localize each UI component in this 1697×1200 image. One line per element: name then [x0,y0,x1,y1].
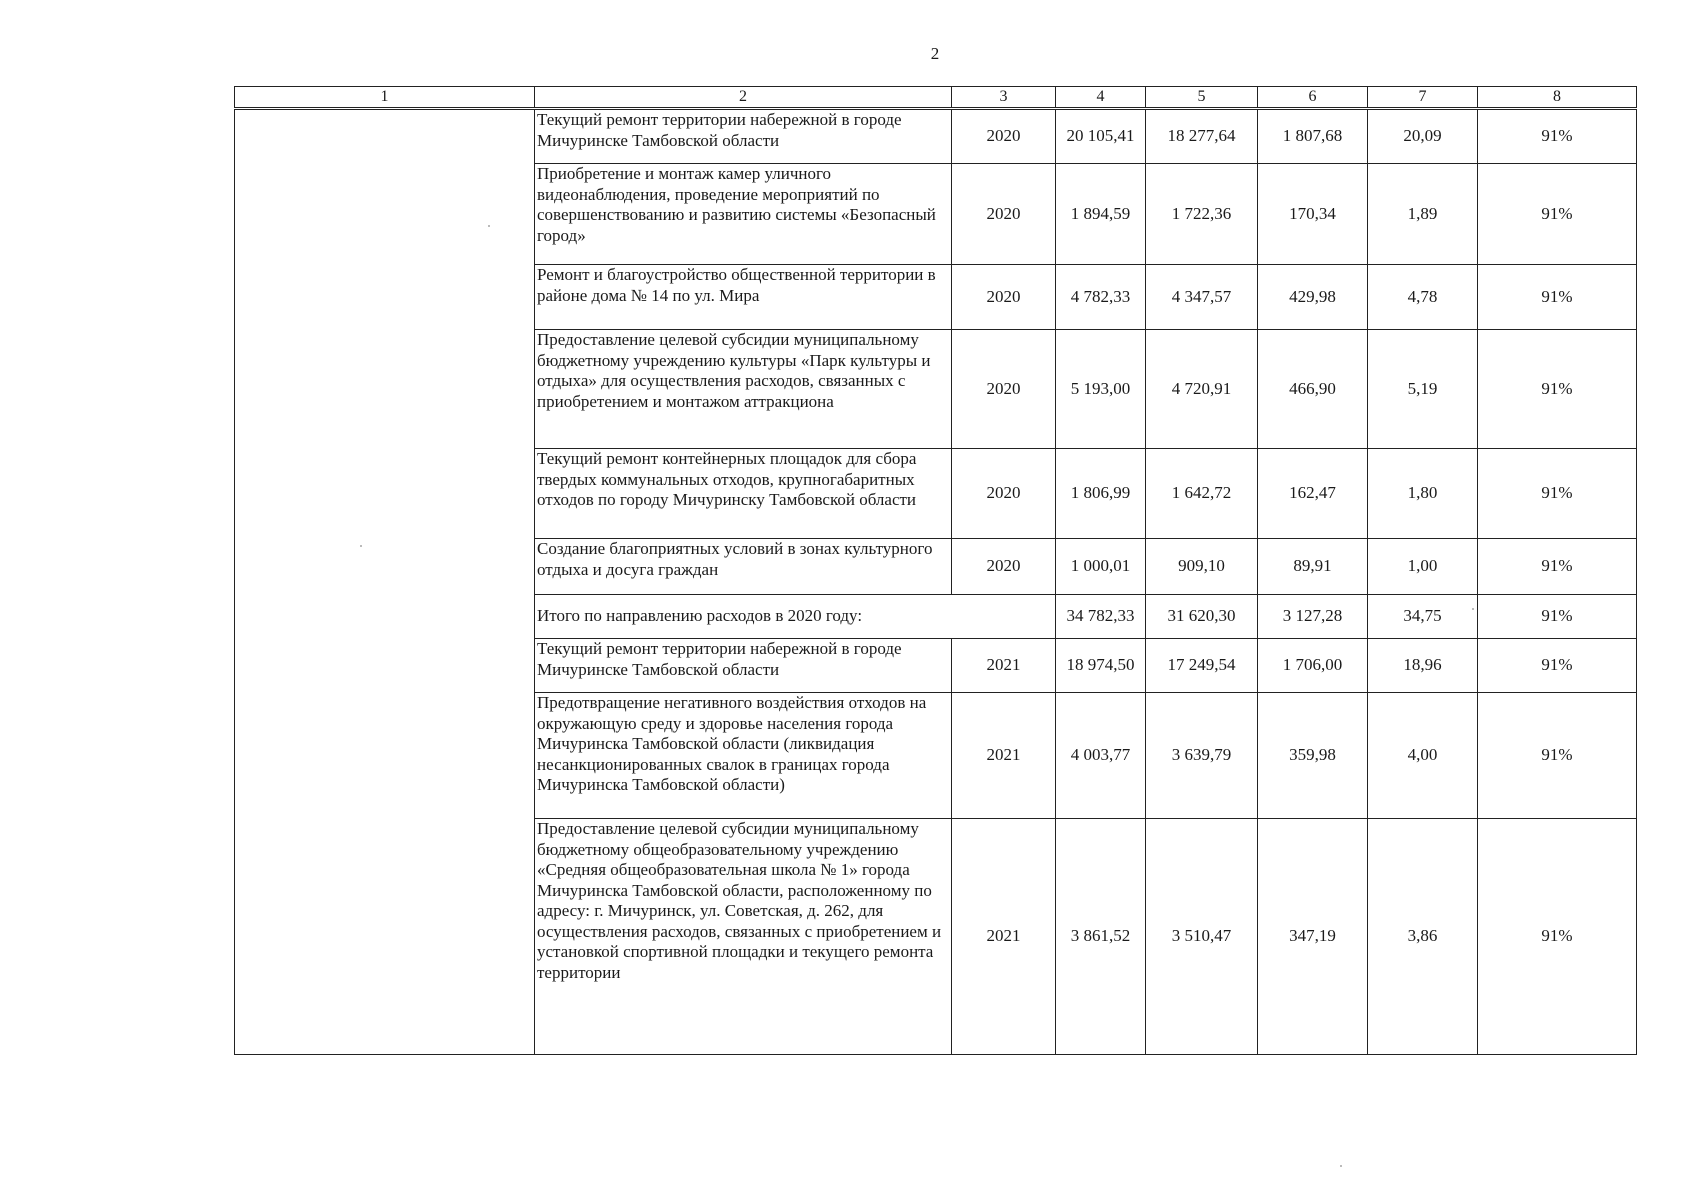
row-value-8: 91% [1478,693,1637,819]
row-year: 2020 [952,330,1056,449]
row-value-5: 909,10 [1146,539,1258,595]
scan-speck [360,545,362,547]
row-description: Создание благоприятных условий в зонах культурного отдыха и досуга граждан [535,539,952,595]
row-value-8: 91% [1478,109,1637,164]
row-value-6: 1 706,00 [1258,639,1368,693]
row-year: 2021 [952,639,1056,693]
scan-speck [488,225,490,227]
column-header: 6 [1258,87,1368,109]
row-description: Ремонт и благоустройство общественной территории в районе дома № 14 по ул. Мира [535,265,952,330]
row-value-6: 429,98 [1258,265,1368,330]
table-row [235,109,1637,164]
column-header: 2 [535,87,952,109]
column-header: 3 [952,87,1056,109]
row-value-7: 4,78 [1368,265,1478,330]
row-description: Текущий ремонт контейнерных площадок для сбора твердых коммунальных отходов, крупногабаритных отходов по городу Мичуринску Тамбовской области [535,449,952,539]
row-value-6: 170,34 [1258,164,1368,265]
row-value-7: 1,80 [1368,449,1478,539]
row-description: Предоставление целевой субсидии муниципальному бюджетному учреждению культуры «Парк культуры и отдыха» для осуществления расходов, связанных с приобретением и монтажом аттракциона [535,330,952,449]
row-value-5: 1 642,72 [1146,449,1258,539]
row-value-5: 17 249,54 [1146,639,1258,693]
scan-speck [1472,608,1474,610]
merged-empty-cell [235,109,535,1055]
row-year: 2020 [952,265,1056,330]
row-value-5: 3 510,47 [1146,819,1258,1055]
row-value-7: 1,00 [1368,539,1478,595]
row-value-6: 466,90 [1258,330,1368,449]
row-year: 2021 [952,693,1056,819]
row-value-7: 4,00 [1368,693,1478,819]
row-value-4: 20 105,41 [1056,109,1146,164]
column-header: 8 [1478,87,1637,109]
row-value-4: 5 193,00 [1056,330,1146,449]
row-year: 2020 [952,539,1056,595]
total-value-6: 3 127,28 [1258,595,1368,639]
row-value-8: 91% [1478,449,1637,539]
row-value-7: 3,86 [1368,819,1478,1055]
row-value-5: 3 639,79 [1146,693,1258,819]
row-value-4: 4 782,33 [1056,265,1146,330]
row-description: Текущий ремонт территории набережной в городе Мичуринске Тамбовской области [535,109,952,164]
row-value-7: 1,89 [1368,164,1478,265]
column-header: 1 [235,87,535,109]
row-value-6: 359,98 [1258,693,1368,819]
total-value-8: 91% [1478,595,1637,639]
page-number: 2 [930,44,940,63]
row-value-5: 4 347,57 [1146,265,1258,330]
row-value-4: 1 000,01 [1056,539,1146,595]
row-value-4: 3 861,52 [1056,819,1146,1055]
column-header: 5 [1146,87,1258,109]
row-description: Предоставление целевой субсидии муниципальному бюджетному общеобразовательному учреждению «Средняя общеобразовательная школа № 1» города Мичуринска Тамбовской области, расположенному по адресу: г. Мичуринск, ул. Советская, д. 262, для осуществления расходов, связанных с приобретением и установкой спортивной площадки и текущего ремонта территории [535,819,952,1055]
row-value-4: 1 806,99 [1056,449,1146,539]
row-value-6: 162,47 [1258,449,1368,539]
total-label: Итого по направлению расходов в 2020 году: [535,595,1056,639]
total-value-4: 34 782,33 [1056,595,1146,639]
row-value-8: 91% [1478,539,1637,595]
row-value-5: 18 277,64 [1146,109,1258,164]
column-header: 7 [1368,87,1478,109]
row-value-4: 1 894,59 [1056,164,1146,265]
scan-speck [1340,1165,1342,1167]
row-value-8: 91% [1478,164,1637,265]
row-year: 2020 [952,449,1056,539]
row-value-4: 4 003,77 [1056,693,1146,819]
row-description: Приобретение и монтаж камер уличного видеонаблюдения, проведение мероприятий по совершенствованию и развитию системы «Безопасный город» [535,164,952,265]
total-value-7: 34,75 [1368,595,1478,639]
header-row [235,87,1637,109]
column-header: 4 [1056,87,1146,109]
row-value-7: 18,96 [1368,639,1478,693]
row-value-5: 1 722,36 [1146,164,1258,265]
row-description: Текущий ремонт территории набережной в городе Мичуринске Тамбовской области [535,639,952,693]
row-value-6: 347,19 [1258,819,1368,1055]
row-year: 2020 [952,109,1056,164]
row-value-8: 91% [1478,265,1637,330]
row-description: Предотвращение негативного воздействия отходов на окружающую среду и здоровье населения города Мичуринска Тамбовской области (ликвидация несанкционированных свалок в границах города Мичуринска Тамбовской области) [535,693,952,819]
total-value-5: 31 620,30 [1146,595,1258,639]
row-value-6: 89,91 [1258,539,1368,595]
row-value-8: 91% [1478,330,1637,449]
row-year: 2021 [952,819,1056,1055]
row-value-7: 5,19 [1368,330,1478,449]
row-year: 2020 [952,164,1056,265]
row-value-8: 91% [1478,639,1637,693]
budget-table [234,86,1637,1055]
row-value-6: 1 807,68 [1258,109,1368,164]
row-value-4: 18 974,50 [1056,639,1146,693]
row-value-8: 91% [1478,819,1637,1055]
row-value-7: 20,09 [1368,109,1478,164]
row-value-5: 4 720,91 [1146,330,1258,449]
